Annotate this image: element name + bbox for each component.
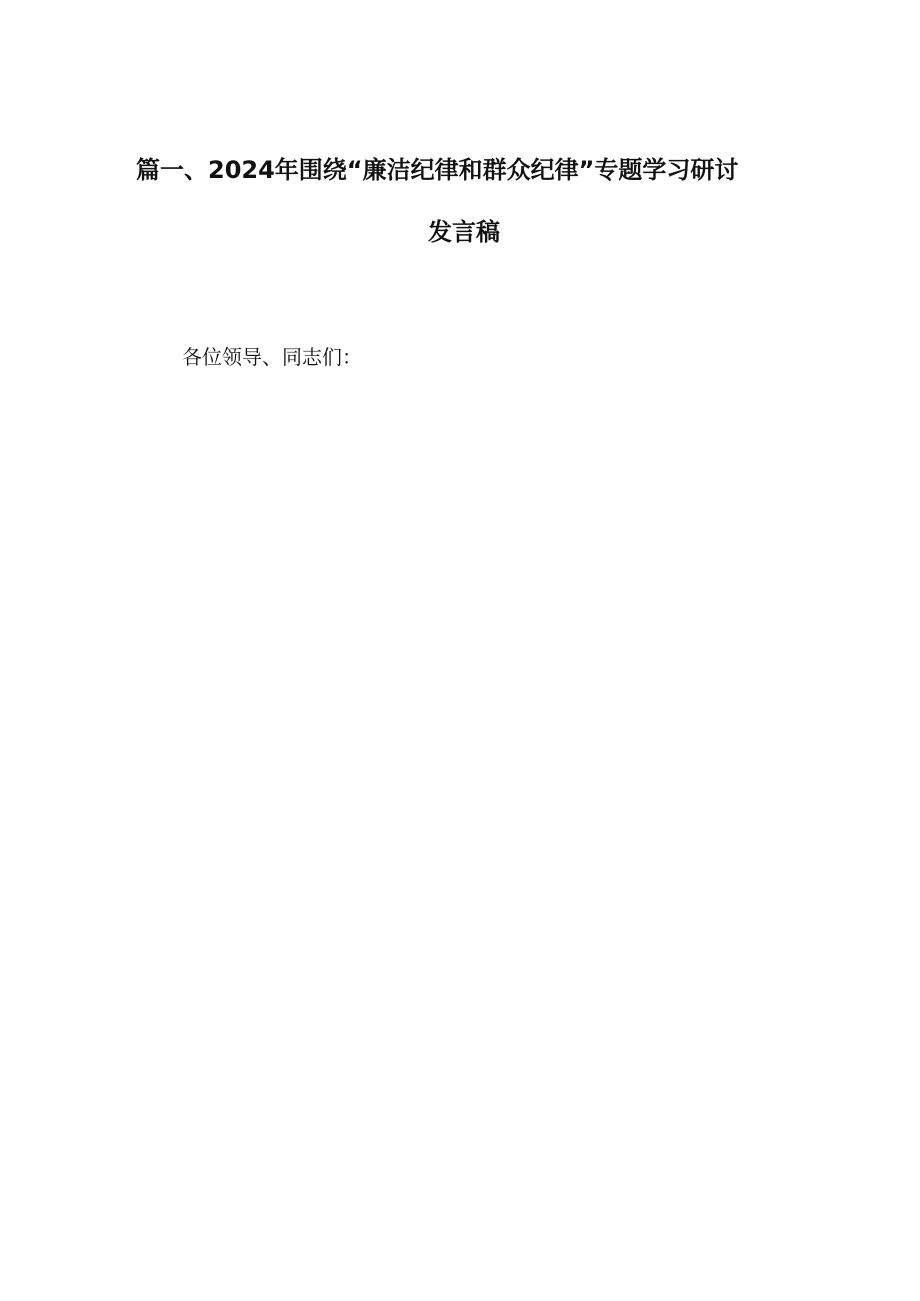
document-title-line-2: 发言稿 [428,218,500,246]
greeting-line: 各位领导、同志们： [182,345,362,369]
document-title-line-1: 篇一、2024年围绕“廉洁纪律和群众纪律”专题学习研讨 [136,156,739,184]
